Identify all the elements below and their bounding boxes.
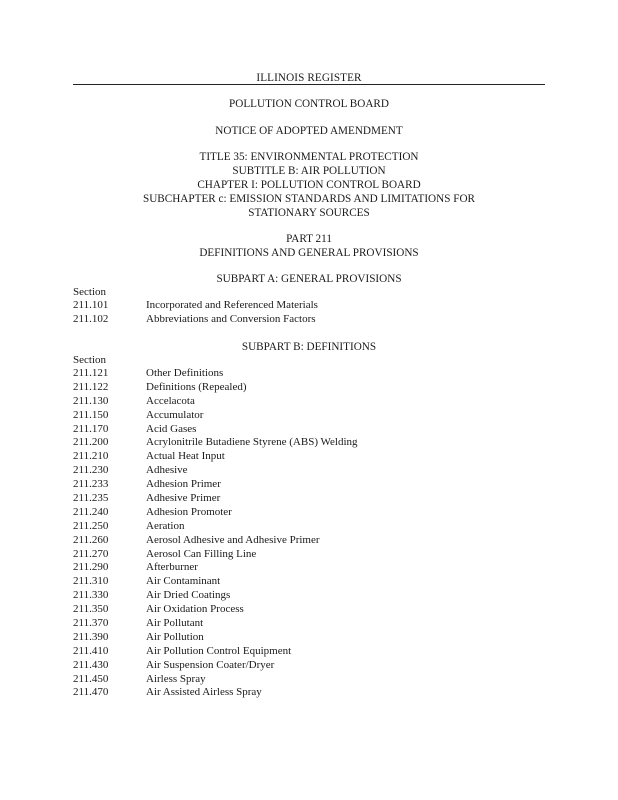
section-number: 211.170 [73,422,109,435]
section-title: Air Suspension Coater/Dryer [146,658,275,671]
toc-row [73,561,513,575]
section-number: 211.233 [73,478,109,491]
section-number: 211.200 [73,436,109,449]
section-title: Aerosol Adhesive and Adhesive Primer [146,533,320,546]
section-title: Air Assisted Airless Spray [146,686,262,699]
toc-row [73,299,513,313]
section-title: Adhesive Primer [146,492,221,505]
section-title: Abbreviations and Conversion Factors [146,312,316,325]
toc-row [73,673,513,687]
toc-row [73,423,513,437]
section-title: Air Oxidation Process [146,603,244,616]
toc-row [73,409,513,423]
section-number: 211.121 [73,367,109,379]
section-title: Adhesion Promoter [146,505,232,518]
subchapter-heading-line2: STATIONARY SOURCES [248,207,370,219]
section-title: Actual Heat Input [146,450,225,463]
title-heading: TITLE 35: ENVIRONMENTAL PROTECTION [199,151,419,163]
section-number: 211.370 [73,617,109,630]
toc-row [73,381,513,395]
section-title: Air Pollution Control Equipment [146,644,292,657]
section-number: 211.310 [73,575,109,588]
notice-heading: NOTICE OF ADOPTED AMENDMENT [215,125,403,137]
section-title: Definitions (Repealed) [146,380,247,393]
section-number: 211.450 [73,672,109,685]
section-number: 211.250 [73,519,109,532]
toc-row [73,603,513,617]
section-title: Airless Spray [146,672,206,685]
section-title: Acrylonitrile Butadiene Styrene (ABS) Welding [146,436,358,449]
board-heading: POLLUTION CONTROL BOARD [229,98,389,110]
section-title: Air Pollution [146,630,204,643]
section-number: 211.260 [73,533,109,546]
section-title: Incorporated and Referenced Materials [146,299,318,311]
chapter-heading: CHAPTER I: POLLUTION CONTROL BOARD [197,179,421,191]
header-rule [73,84,545,85]
section-number: 211.230 [73,464,109,477]
subpart-b-section-label: Section [73,354,106,366]
section-title: Air Pollutant [146,617,204,630]
subchapter-heading-line1: SUBCHAPTER c: EMISSION STANDARDS AND LIMITATIONS FOR [143,193,475,205]
section-title: Aeration [146,519,185,532]
part-number: PART 211 [286,233,332,245]
section-title: Accelacota [146,394,195,407]
section-number: 211.390 [73,630,109,643]
section-number: 211.290 [73,561,109,574]
toc-row [73,506,513,520]
section-number: 211.210 [73,450,109,463]
toc-row [73,492,513,506]
section-title: Accumulator [146,408,204,421]
toc-row [73,534,513,548]
section-number: 211.150 [73,408,109,421]
subpart-a-list [73,299,513,327]
subpart-a-section-label: Section [73,286,106,298]
section-title: Adhesion Primer [146,478,221,491]
section-title: Afterburner [146,561,198,574]
toc-row [73,645,513,659]
section-title: Air Dried Coatings [146,589,231,602]
toc-row [73,464,513,478]
toc-row [73,575,513,589]
subpart-b-list [73,367,513,700]
section-number: 211.350 [73,603,109,616]
section-title: Acid Gases [146,422,197,435]
subpart-a-title: SUBPART A: GENERAL PROVISIONS [216,273,402,285]
toc-row [73,659,513,673]
toc-row [73,520,513,534]
section-number: 211.240 [73,505,109,518]
section-number: 211.130 [73,394,109,407]
subpart-b-title: SUBPART B: DEFINITIONS [241,341,377,353]
toc-row [73,436,513,450]
register-header: ILLINOIS REGISTER [256,72,362,84]
section-title: Aerosol Can Filling Line [146,547,257,560]
section-number: 211.235 [73,492,109,505]
section-title: Other Definitions [146,367,224,379]
toc-row [73,395,513,409]
part-name: DEFINITIONS AND GENERAL PROVISIONS [199,247,419,259]
section-number: 211.101 [73,299,109,311]
toc-row [73,617,513,631]
toc-row [73,450,513,464]
toc-row [73,367,513,381]
toc-row [73,478,513,492]
section-title: Air Contaminant [146,575,221,588]
section-number: 211.470 [73,686,109,699]
toc-row [73,589,513,603]
subtitle-heading: SUBTITLE B: AIR POLLUTION [232,165,386,177]
section-number: 211.430 [73,658,109,671]
toc-row [73,548,513,562]
section-number: 211.410 [73,644,109,657]
section-number: 211.330 [73,589,109,602]
section-number: 211.102 [73,312,109,325]
toc-row [73,313,513,327]
toc-row [73,686,513,700]
toc-row [73,631,513,645]
section-number: 211.270 [73,547,109,560]
section-number: 211.122 [73,380,109,393]
section-title: Adhesive [146,464,188,477]
